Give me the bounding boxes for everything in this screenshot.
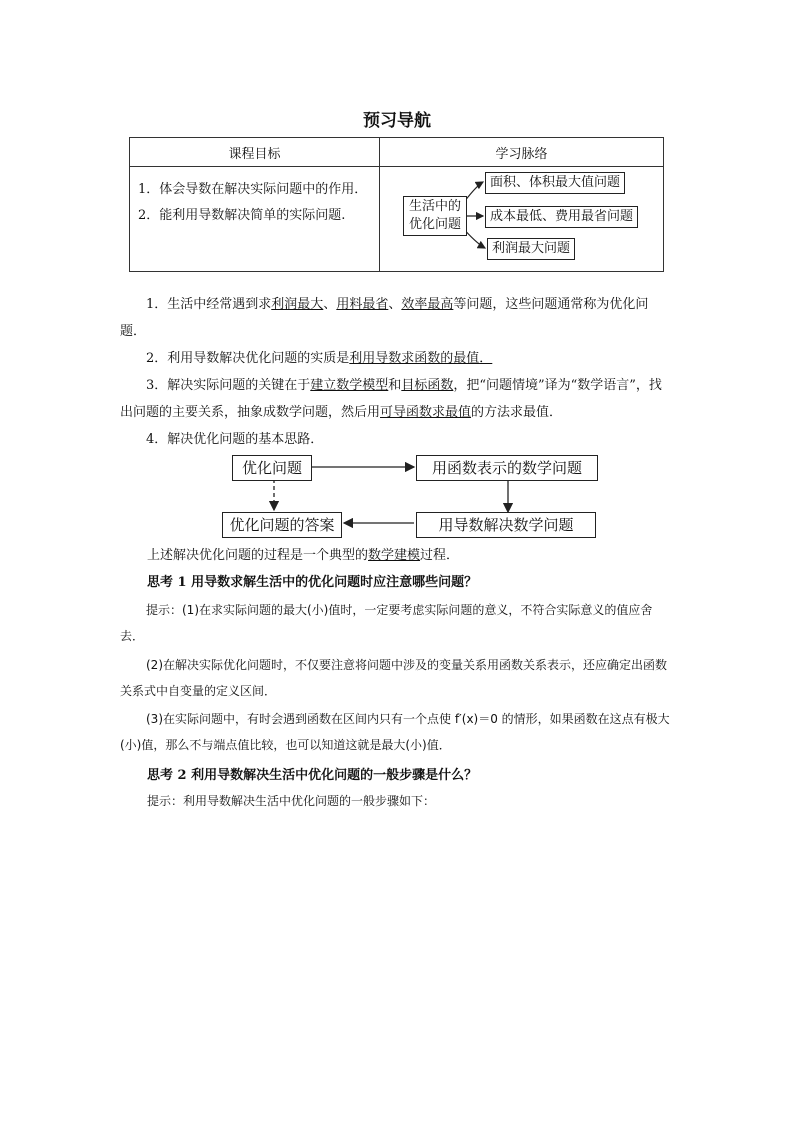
goal-2: 2．能利用导数解决简单的实际问题.: [138, 208, 346, 223]
think-2-heading: 思考 2 利用导数解决生活中优化问题的一般步骤是什么？: [147, 768, 478, 783]
header-context: 学习脉络: [380, 138, 664, 167]
tip-1b: (2)在解决实际优化问题时，不仅要注意将问题中涉及的变量关系用函数关系表示，还应确定出函数关系式中自变量的定义区间．: [120, 658, 668, 698]
flow-answer: 优化问题的答案: [222, 512, 342, 538]
paragraph-4: 4．解决优化问题的基本思路．: [146, 432, 324, 447]
flow-optimization-problem: 优化问题: [232, 455, 312, 481]
paragraph-2: 2．利用导数解决优化问题的实质是利用导数求函数的最值．: [146, 351, 493, 366]
diagram-branch-1: 面积、体积最大值问题: [485, 172, 625, 194]
tip-1a: 提示：(1)在求实际问题的最大(小)值时，一定要考虑实际问题的意义，不符合实际意义的值应舍去．: [120, 603, 653, 643]
goals-table: [129, 137, 664, 272]
diagram-branch-3: 利润最大问题: [487, 238, 575, 260]
tip-1c: (3)在实际问题中，有时会遇到函数在区间内只有一个点使 f′(x)＝0 的情形，如果函数在这点有极大(小)值，那么不与端点值比较，也可以知道这就是最大(小)值．: [120, 712, 670, 752]
diagram-branch-2: 成本最低、费用最省问题: [485, 206, 638, 228]
tip-2: 提示：利用导数解决生活中优化问题的一般步骤如下：: [147, 794, 436, 808]
flow-derivative-solve: 用导数解决数学问题: [416, 512, 596, 538]
diagram-center: 生活中的优化问题: [403, 196, 467, 236]
goals-cell: [130, 167, 380, 272]
context-diagram: [381, 168, 662, 270]
paragraph-3: 3．解决实际问题的关键在于建立数学模型和目标函数，把“问题情境”译为“数学语言”，找出问题的主要关系，抽象成数学问题，然后用可导函数求最值的方法求最值．: [120, 378, 662, 420]
paragraph-1: 1．生活中经常遇到求利润最大、用料最省、效率最高等问题，这些问题通常称为优化问题．: [120, 297, 649, 339]
think-1-heading: 思考 1 用导数求解生活中的优化问题时应注意哪些问题？: [147, 575, 478, 590]
page-title: 预习导航: [363, 111, 431, 131]
header-goals: 课程目标: [130, 138, 380, 167]
paragraph-5: 上述解决优化问题的过程是一个典型的数学建模过程．: [147, 548, 460, 563]
flow-function-problem: 用函数表示的数学问题: [416, 455, 598, 481]
goal-1: 1．体会导数在解决实际问题中的作用．: [138, 182, 368, 197]
context-cell: [380, 167, 664, 272]
